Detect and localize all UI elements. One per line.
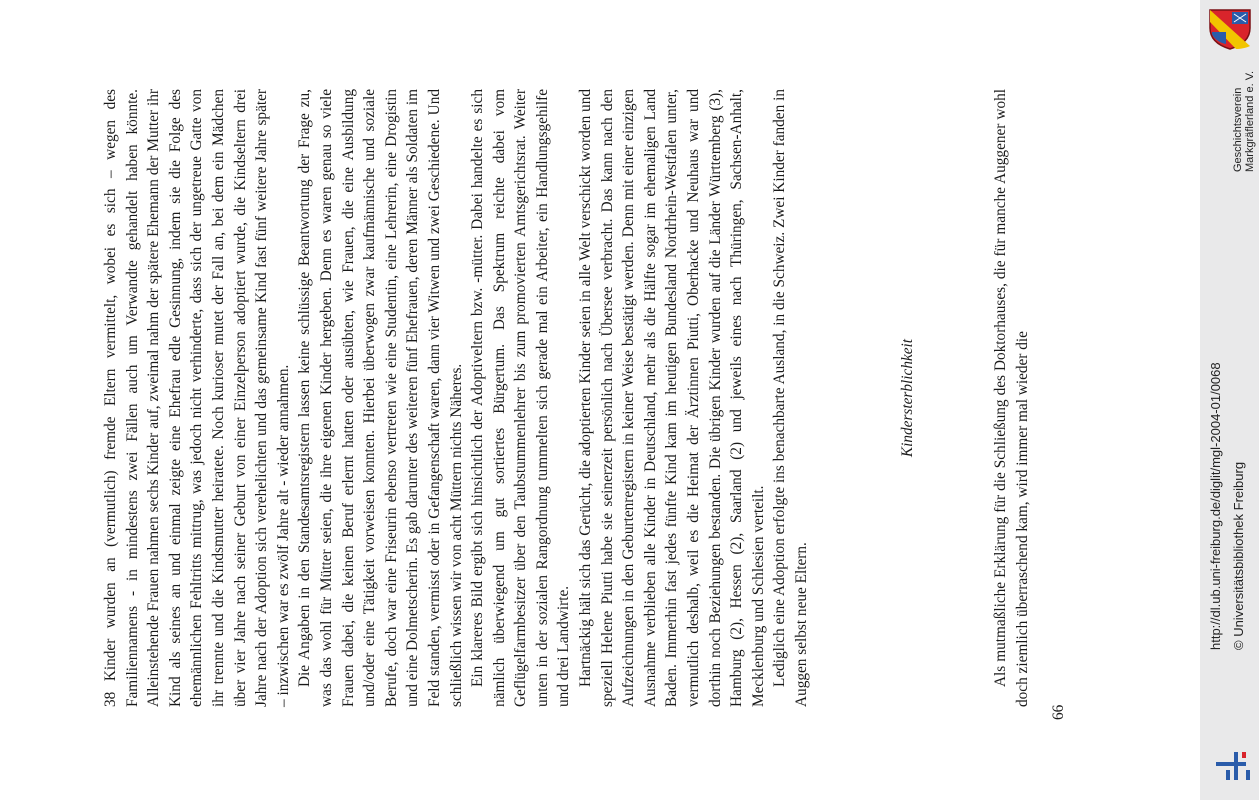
paragraph: Die Angaben in den Standesamtsregistern lassen keine schlüssige Beantwortung der Frage zu, was das wohl für Mütter seien, die ihre eigenen Kinder hergeben. Denn es waren genau so viele Frauen dabei, die keinen Beruf erlernt hatten oder ausübten, wie Frauen, die eine Ausbildung und/oder eine Tätigkeit vorweisen konnten. Hierbei überwogen zwar kaufmännische und soziale Berufe, doch war eine Friseurin ebenso vertreten wie eine Studentin, eine Lehrerin, eine Drogistin und eine Dolmetscherin. Es gab darunter des weiteren fünf Ehefrauen, deren Männer als Soldaten im Feld standen, vermisst oder in Gefangenschaft waren, dann vier Witwen und zwei Geschiedene. Und schließlich wissen wir von acht Müttern nichts Näheres.: [296, 89, 465, 707]
coat-of-arms-icon: [1206, 8, 1254, 50]
university-library-logo-icon: [1212, 748, 1254, 784]
body-text: [100, 89, 1033, 707]
source-url-link[interactable]: http://dl.ub.uni-freiburg.de/diglit/mgl-2004-01/0068: [1208, 362, 1223, 650]
side-strip-text: [1200, 0, 1259, 800]
society-name-line2: Markgräflerland e. V.: [1244, 70, 1256, 172]
paragraph: Als mutmaßliche Erklärung für die Schließung des Doktorhauses, die für manche Auggener wohl doch ziemlich überraschend kam, wird immer mal wieder die: [992, 89, 1031, 707]
library-credit: © Universitätsbibliothek Freiburg: [1231, 461, 1246, 650]
side-strip: [1200, 0, 1259, 800]
section-title: Kindersterblichkeit: [898, 338, 916, 458]
page-number: 66: [1050, 704, 1067, 720]
paragraph: Ein klareres Bild ergibt sich hinsichtlich der Adoptiveltern bzw. -mütter. Dabei handelte es sich nämlich überwiegend um gut sortiertes Bürgertum. Das Spektrum reichte dabei vom Geflügelfarmbesitzer über den Taubstummenlehrer bis zum promovierten Amtsgerichtsrat. Weiter unten in der sozialen Rangordnung tummelten sich gerade mal ein Arbeiter, ein Handlungsgehilfe und drei Landwirte.: [469, 89, 573, 707]
paragraph: 38 Kinder wurden an (vermutlich) fremde Eltern vermittelt, wobei es sich – wegen des Familiennamens - in mindestens zwei Fällen auch um Verwandte gehandelt haben könnte. Alleinstehende Frauen nahmen sechs Kinder auf, zweimal nahm der spätere Ehemann der Mutter ihr Kind als seines an und einmal zeigte eine Ehefrau edle Gesinnung, indem sie die Folge des ehemännlichen Fehltritts mittrug, was jedoch nicht verhinderte, dass sich der ungetreue Gatte von ihr trennte und die Kindsmutter heiratete. Noch kurioser mutet der Fall an, bei dem ein Mädchen über vier Jahre nach seiner Geburt von einer Einzelperson adoptiert wurde, die Kindseltern drei Jahre nach der Adoption sich verehelichten und das gemeinsame Kind fast fünf weitere Jahre später – inzwischen war es zwölf Jahre alt - wieder annahmen.: [102, 89, 292, 707]
paragraph: Lediglich eine Adoption erfolgte ins benachbarte Ausland, in die Schweiz. Zwei Kinder fanden in Auggen selbst neue Eltern.: [771, 89, 810, 707]
society-name-line1: Geschichtsverein: [1232, 87, 1244, 172]
paragraph: Hartnäckig hält sich das Gerücht, die adoptierten Kinder seien in alle Welt verschickt worden und speziell Helene Piutti habe sie seinerzeit persönlich nach Übersee verbracht. Das kann nach den Aufzeichnungen in den Geburtenregistern in keiner Weise bestätigt werden. Denn mit einer einzigen Ausnahme verblieben alle Kinder in Deutschland, mehr als die Hälfte sogar im ehemaligen Land Baden. Immerhin fast jedes fünfte Kind kam im heutigen Bundesland Nordrhein-Westfalen unter, vermutlich deshalb, weil es die Heimat der Ärztinnen Piutti, Oberhacke und Neuhaus war und dorthin noch Beziehungen bestanden. Die übrigen Kinder wurden auf die Länder Württemberg (3), Hamburg (2), Hessen (2), Saarland (2) und jeweils eines nach Thüringen, Sachsen-Anhalt, Mecklenburg und Schlesien verteilt.: [577, 89, 767, 707]
